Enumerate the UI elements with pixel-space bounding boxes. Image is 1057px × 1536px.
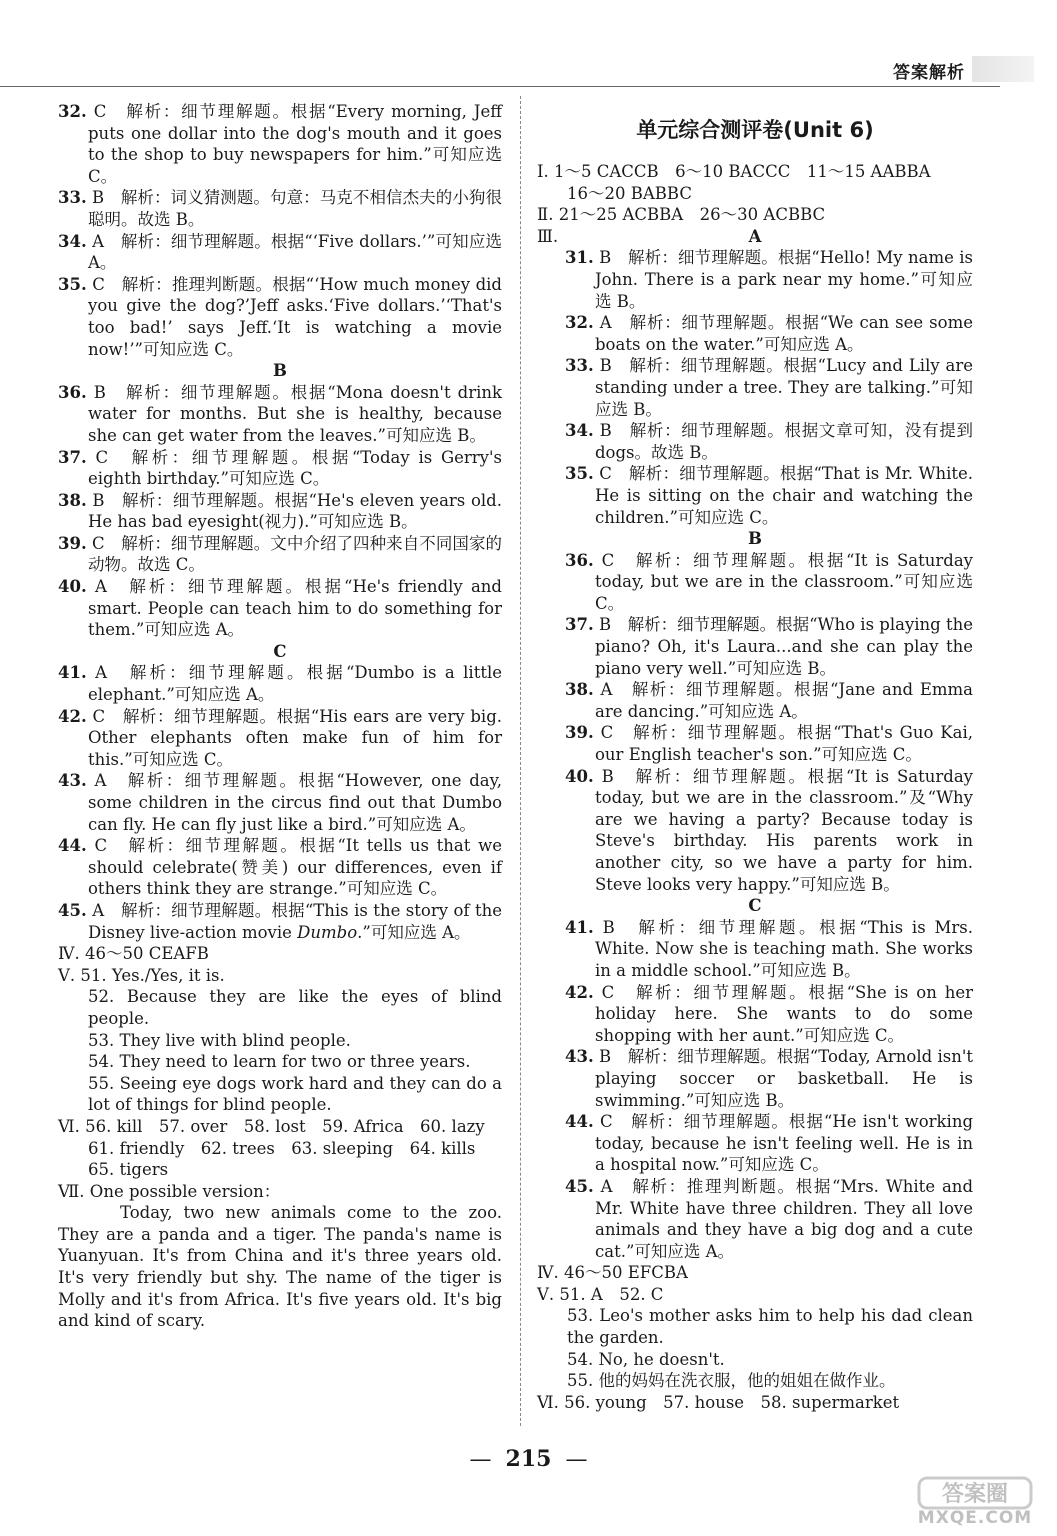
header-rule (0, 86, 1000, 87)
answer-text: C 解析：细节理解题。根据“It tells us that we should celebrate(赞美) our differences, even if others think they are strange.”可知应选 C。 (88, 836, 502, 899)
sample-essay (58, 1202, 502, 1332)
section-numeral: Ⅵ. (537, 1392, 559, 1412)
section-numeral: Ⅲ. (537, 226, 559, 246)
answer-44 (537, 1111, 973, 1176)
answer-38 (58, 490, 502, 533)
answer-42 (537, 982, 973, 1047)
answer-text: 56. young 57. house 58. supermarket (564, 1392, 900, 1412)
section-5-answers (58, 965, 502, 987)
question-number: 32. (58, 102, 87, 121)
section-numeral: Ⅰ. (537, 162, 549, 181)
answer-text: B 解析：词义猜测题。句意：马克不相信杰夫的小狗很聪明。故选 B。 (88, 188, 502, 229)
answer-34 (58, 231, 502, 274)
movie-title: Dumbo (297, 922, 358, 942)
answer-text: A 解析：细节理解题。根据“Jane and Emma are dancing.”可知应选 A。 (595, 680, 973, 721)
section-5-answers (537, 1284, 973, 1306)
answer-text: B 解析：细节理解题。根据“It is Saturday today, but we are in the classroom.”及“Why are we having a party? Because today is Steve's birthday. His parents work in another city, so we have a party for him. Steve looks very happy.”可知应选 B。 (595, 766, 973, 894)
answer-text: 46～50 EFCBA (563, 1263, 688, 1283)
answer-55: 55. Seeing eye dogs work hard and they can do a lot of things for blind people. (88, 1073, 502, 1115)
answer-38 (537, 679, 973, 722)
question-number: 40. (565, 766, 594, 786)
header-decoration-bar (972, 56, 1034, 82)
question-number: 43. (58, 771, 87, 791)
essay-text: Today, two new animals come to the zoo. They are a panda and a tiger. The panda's name is Yuanyuan. It's from China and it's three years old. It's very friendly but shy. The name of the tiger is Molly and it's from Africa. It's five years old. It's big and kind of scary. (58, 1203, 502, 1331)
section-4-answers (58, 943, 502, 965)
question-number: 31. (565, 248, 594, 268)
question-number: 33. (58, 188, 87, 208)
answer-45 (58, 900, 502, 943)
question-number: 38. (58, 490, 87, 510)
question-number: 32. (565, 313, 594, 333)
answer-text: B 解析：细节理解题。根据“This is Mrs. White. Now she is teaching math. She works in a middle school.”可知应选 B。 (595, 917, 974, 980)
answer-text-end: .”可知应选 A。 (357, 922, 471, 942)
question-number: 34. (58, 231, 87, 251)
answer-text: A 解析：推理判断题。根据“Mrs. White and Mr. White have three children. They all love animals and they have a big dog and a cute cat.”可知应选 A。 (595, 1176, 974, 1261)
section-numeral: Ⅴ. (58, 965, 76, 985)
answer-text: 21～25 ACBBA 26～30 ACBBC (558, 205, 826, 225)
section-numeral: Ⅳ. (537, 1263, 559, 1283)
section-numeral: Ⅵ. (58, 1116, 80, 1136)
answer-text: B 解析：细节理解题。根据“He's eleven years old. He has bad eyesight(视力).”可知应选 B。 (88, 490, 502, 532)
answer-text: 51. A 52. C (559, 1284, 664, 1304)
watermark (905, 1476, 1045, 1530)
question-number: 35. (565, 464, 594, 484)
answer-42 (58, 706, 502, 771)
section-4-answers (537, 1262, 973, 1284)
question-number: 37. (565, 615, 594, 635)
question-number: 44. (58, 836, 87, 856)
answer-35 (58, 274, 502, 360)
answer-40 (58, 576, 502, 641)
answer-text: A 解析：细节理解题。根据“Dumbo is a little elephant.”可知应选 A。 (88, 663, 503, 705)
answer-39 (537, 722, 973, 765)
section-6-line-3: 65. tigers (88, 1160, 169, 1180)
section-1-answers (537, 161, 973, 183)
answer-text: B 解析：细节理解题。根据“Today, Arnold isn't playing soccer or basketball. He is swimming.”可知应选 B。 (595, 1047, 973, 1110)
answer-text: B 解析：细节理解题。根据“Lucy and Lily are standing under a tree. They are talking.”可知应选 B。 (595, 356, 974, 419)
answer-39 (58, 533, 502, 576)
answer-text: A 解析：细节理解题。根据“However, one day, some children in the circus find out that Dumbo can fly. He can fly just like a bird.”可知应选 A。 (88, 771, 502, 834)
answer-54: 54. They need to learn for two or three years. (88, 1052, 471, 1072)
answer-text: A 解析：细节理解题。根据“He's friendly and smart. People can teach him to do something for them.”可知应选 A。 (88, 577, 502, 640)
answer-text: 46～50 CEAFB (84, 944, 209, 964)
answer-37 (58, 447, 502, 490)
answer-text: C 解析：细节理解题。根据“Today is Gerry's eighth birthday.”可知应选 C。 (88, 447, 502, 489)
answer-text: C 解析：细节理解题。根据“It is Saturday today, but we are in the classroom.”可知应选 C。 (595, 550, 973, 613)
answer-36 (58, 382, 502, 447)
question-number: 33. (565, 356, 594, 376)
question-number: 45. (565, 1176, 594, 1196)
question-number: 45. (58, 900, 87, 920)
answer-41 (537, 917, 973, 982)
watermark-logo-text: 答案圈 (941, 1482, 1009, 1507)
answer-41 (58, 662, 502, 705)
answer-53: 53. Leo's mother asks him to help his dad clean the garden. (567, 1306, 973, 1348)
question-number: 40. (58, 577, 87, 597)
answer-text: C 解析：细节理解题。根据“Every morning, Jeff puts one dollar into the dog's mouth and it goes to the shop to buy newspapers for him.”可知应选 C。 (88, 102, 503, 186)
section-heading-c: C (273, 641, 287, 661)
watermark-url: MXQE.COM (917, 1508, 1033, 1528)
answer-text: 56. kill 57. over 58. lost 59. Africa 60. lazy (85, 1116, 485, 1136)
answer-45 (537, 1176, 973, 1262)
question-number: 43. (565, 1047, 594, 1067)
answer-53: 53. They live with blind people. (88, 1030, 351, 1050)
answer-text: B 解析：细节理解题。根据文章可知，没有提到 dogs。故选 B。 (595, 421, 973, 462)
section-1-line-2: 16～20 BABBC (567, 183, 692, 203)
section-heading-a: A (748, 226, 762, 246)
answer-text: B 解析：细节理解题。根据“Mona doesn't drink water for months. But she is healthy, because she can get water from the leaves.”可知应选 B。 (88, 382, 502, 445)
answer-43 (58, 770, 502, 835)
page-number-value: 215 (505, 1446, 552, 1472)
section-7-heading (58, 1181, 502, 1203)
question-number: 37. (58, 447, 87, 467)
answer-text: 1～5 CACCB 6～10 BACCC 11～15 AABBA (554, 162, 931, 181)
question-number: 41. (58, 663, 87, 683)
section-3-heading (537, 226, 973, 248)
answer-36 (537, 550, 973, 615)
question-number: 42. (565, 982, 594, 1002)
section-heading-c: C (748, 896, 762, 916)
answer-text: C 解析：细节理解题。根据“That is Mr. White. He is sitting on the chair and watching the children.”可知应选 C。 (595, 464, 974, 527)
answer-34 (537, 420, 973, 463)
section-heading-b: B (273, 361, 287, 381)
question-number: 39. (565, 723, 594, 743)
answer-text: B 解析：细节理解题。根据“Who is playing the piano? Oh, it's Laura...and she can play the piano very well.”可知应选 B。 (595, 615, 974, 678)
question-number: 34. (565, 421, 594, 441)
answer-32 (537, 312, 973, 355)
section-6-line-2: 61. friendly 62. trees 63. sleeping 64. kills (88, 1138, 476, 1158)
answer-text: C 解析：细节理解题。文中介绍了四种来自不同国家的动物。故选 C。 (88, 533, 503, 575)
section-heading-b: B (748, 529, 762, 549)
answer-32 (58, 101, 502, 187)
answer-37 (537, 614, 973, 679)
section-numeral: Ⅳ. (58, 944, 80, 964)
essay-intro: One possible version： (89, 1181, 281, 1201)
section-6-answers (58, 1116, 502, 1138)
answer-43 (537, 1046, 973, 1111)
right-column (537, 101, 973, 1413)
answer-text: B 解析：细节理解题。根据“Hello! My name is John. There is a park near my home.”可知应选 B。 (595, 248, 973, 311)
section-numeral: Ⅱ. (537, 205, 554, 225)
answer-text: A 解析：细节理解题。根据“‘Five dollars.’”可知应选 A。 (88, 231, 502, 273)
answer-33 (58, 187, 502, 230)
question-number: 36. (58, 382, 87, 402)
answer-54: 54. No, he doesn't. (567, 1349, 725, 1369)
column-divider (520, 96, 521, 1426)
watermark-logo-icon (917, 1476, 1033, 1510)
question-number: 36. (565, 550, 594, 570)
section-numeral: Ⅶ. (58, 1181, 85, 1201)
question-number: 42. (58, 706, 87, 726)
question-number: 41. (565, 917, 594, 937)
section-2-answers (537, 204, 973, 226)
answer-44 (58, 835, 502, 900)
answer-text: C 解析：细节理解题。根据“That's Guo Kai, our English teacher's son.”可知应选 C。 (595, 723, 973, 765)
section-6-answers (537, 1392, 973, 1414)
question-number: 35. (58, 274, 87, 294)
answer-text: 51. Yes./Yes, it is. (80, 965, 225, 985)
question-number: 38. (565, 680, 594, 700)
answer-text: C 解析：推理判断题。根据“‘How much money did you give the dog?’Jeff asks.‘Five dollars.’‘That's too bad!’ says Jeff.‘It is watching a movie now!’”可知应选 C。 (88, 274, 502, 359)
answer-31 (537, 247, 973, 312)
answer-55: 55. 他的妈妈在洗衣服，他的姐姐在做作业。 (567, 1371, 896, 1391)
unit-title: 单元综合测评卷(Unit 6) (636, 118, 874, 142)
section-numeral: Ⅴ. (537, 1284, 555, 1304)
answer-text: A 解析：细节理解题。根据“This is the story of the Disney live-action movie (88, 900, 502, 942)
left-column (58, 101, 502, 1332)
answer-text: C 解析：细节理解题。根据“He isn't working today, because he isn't feeling well. He is in a hospital now.”可知应选 C。 (595, 1112, 974, 1175)
answer-text: C 解析：细节理解题。根据“His ears are very big. Other elephants often make fun of him for this.”可知应选 C。 (88, 706, 502, 769)
answer-35 (537, 463, 973, 528)
answer-text: A 解析：细节理解题。根据“We can see some boats on the water.”可知应选 A。 (595, 313, 973, 354)
answer-40 (537, 766, 973, 896)
header-label: 答案解析 (893, 63, 965, 83)
question-number: 44. (565, 1112, 594, 1132)
answer-52: 52. Because they are like the eyes of blind people. (88, 987, 502, 1028)
question-number: 39. (58, 533, 87, 553)
answer-text: C 解析：细节理解题。根据“She is on her holiday here. She wants to do some shopping with her aunt.”可知应选 C。 (595, 982, 973, 1045)
page-number: — 215 — (469, 1446, 588, 1472)
answer-33 (537, 355, 973, 420)
